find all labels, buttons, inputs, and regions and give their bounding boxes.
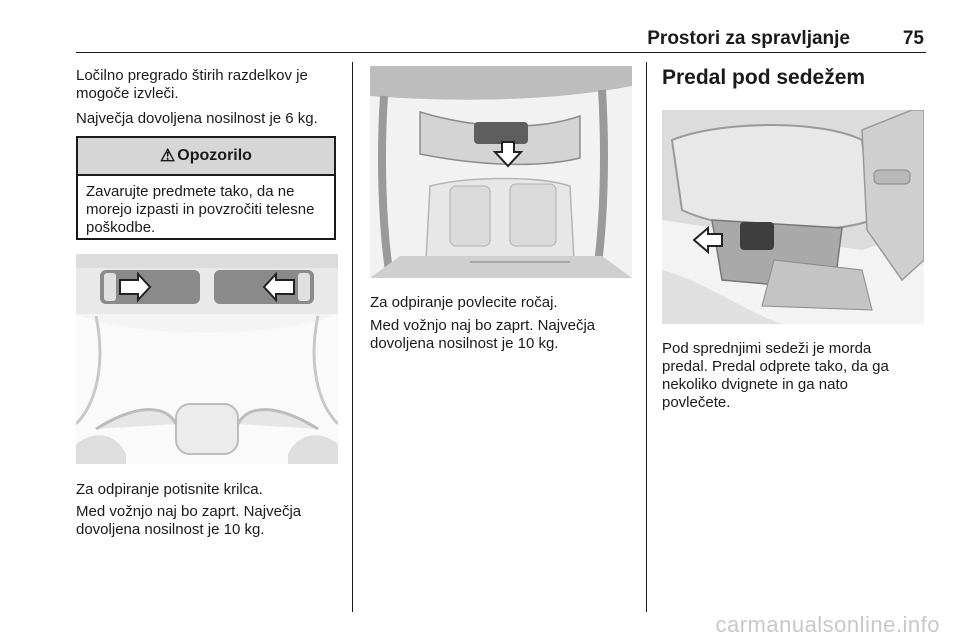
caption-slide: Za odpiranje potisnite krilca. [76, 481, 263, 498]
intro-line: mogoče izvleči. [76, 85, 179, 102]
note-line: dovoljena nosilnost je 10 kg. [76, 521, 265, 538]
warning-box [76, 136, 336, 240]
under-seat-drawer-illustration [662, 110, 924, 324]
load-note [370, 317, 595, 353]
page-number: 75 [902, 28, 924, 49]
overhead-compartment-illustration [76, 254, 338, 464]
section-heading: Predal pod sedežem [662, 66, 866, 89]
warning-triangle-icon: ⚠ [160, 146, 176, 165]
warning-line: poškodbe. [86, 219, 156, 236]
paragraph-line: predal. Predal odprete tako, da ga [662, 358, 889, 375]
header-rule [76, 52, 926, 53]
paragraph-line: Pod sprednjimi sedeži je morda [662, 340, 872, 357]
load-text: Največja dovoljena nosilnost je 6 kg. [76, 110, 318, 127]
note-line: dovoljena nosilnost je 10 kg. [370, 335, 559, 352]
watermark: carmanualsonline.info [715, 612, 940, 637]
warning-line: Zavarujte predmete tako, da ne [86, 183, 295, 200]
column-divider-right [646, 62, 647, 612]
intro-text [76, 67, 308, 103]
note-line: Med vožnjo naj bo zaprt. Največja [370, 317, 596, 334]
drawer-paragraph [662, 340, 889, 412]
paragraph-line: povlečete. [662, 394, 731, 411]
note-line: Med vožnjo naj bo zaprt. Največja [76, 503, 302, 520]
header-title: Prostori za spravljanje [647, 28, 850, 49]
intro-line: Ločilno pregrado štirih razdelkov je [76, 67, 308, 84]
column-divider-left [352, 62, 353, 612]
warning-title: Opozorilo [177, 147, 252, 164]
paragraph-line: nekoliko dvignete in ga nato [662, 376, 848, 393]
warning-header [78, 138, 334, 176]
tailgate-compartment-illustration [370, 66, 632, 278]
warning-body [78, 176, 334, 244]
warning-line: morejo izpasti in povzročiti telesne [86, 201, 315, 218]
caption-handle: Za odpiranje povlecite ročaj. [370, 294, 558, 311]
load-note [76, 503, 301, 539]
